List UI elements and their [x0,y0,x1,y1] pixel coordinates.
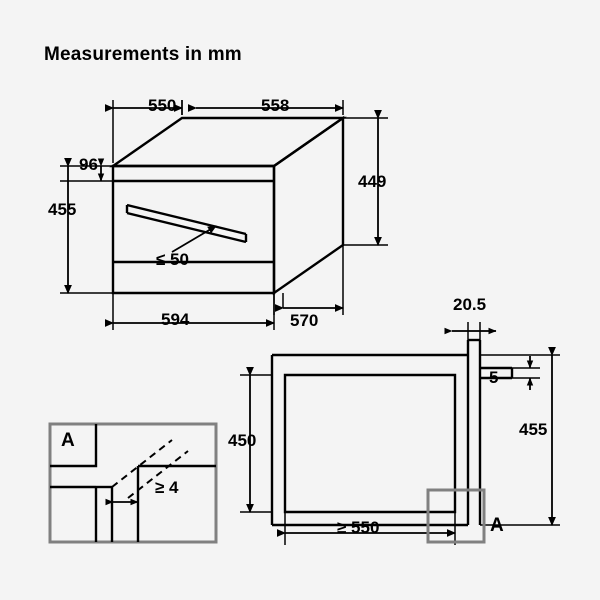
dim-label-570: 570 [290,311,319,330]
page-title: Measurements in mm [44,44,242,65]
dim-label-449: 449 [358,172,387,191]
dim-label-450: 450 [228,431,257,450]
niche-cutout-view [272,340,512,525]
extension-lines-top [60,100,388,330]
dim-label-455-left: 455 [48,200,77,219]
dim-label-455-right: 455 [519,420,548,439]
dim-570 [283,293,343,308]
dim-label-min-4: ≥ 4 [155,478,179,497]
oven-right-face [274,118,343,293]
appliance-perspective-view [113,118,343,293]
detail-callout-a-right: A [490,515,504,536]
dim-label-50: ≤ 50 [156,250,189,269]
detail-callout-a-box: A [61,430,75,451]
dim-label-205: 20.5 [453,295,487,314]
dim-label-5: 5 [489,368,499,387]
oven-handle-lower [127,213,246,242]
dim-label-558-top: 558 [261,96,290,115]
dim-label-96: 96 [79,155,98,174]
dim-label-550-top: 550 [148,96,177,115]
dim-label-594: 594 [161,310,190,329]
dim-label-550-min: ≥ 550 [337,518,380,537]
oven-handle-upper [127,205,246,234]
